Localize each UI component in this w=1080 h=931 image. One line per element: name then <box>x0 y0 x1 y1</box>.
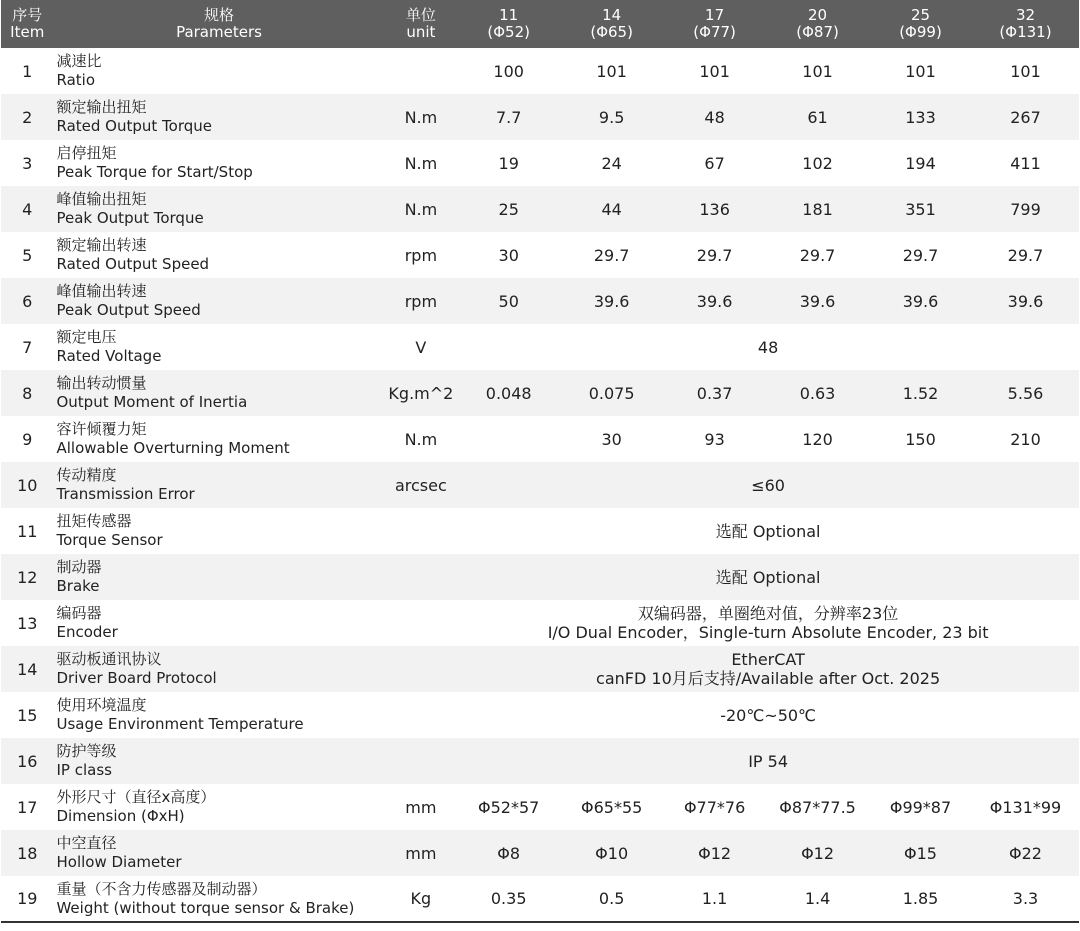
unit-cell <box>385 48 458 94</box>
spanning-value-cell <box>457 738 1079 784</box>
value-cell: 39.6 <box>696 291 733 311</box>
header-model-size: 14 <box>602 6 622 24</box>
value-cell: Φ15 <box>904 843 937 863</box>
unit-cell <box>385 738 458 784</box>
item-number: 4 <box>22 199 33 219</box>
header-parameters-en: Parameters <box>176 23 262 41</box>
value-cell: Φ12 <box>698 843 732 863</box>
value-cell: Φ65*55 <box>580 797 643 817</box>
header-model-diameter: (Φ131) <box>999 23 1052 41</box>
value-cell: 25 <box>498 199 519 219</box>
value-cell: 101 <box>699 61 730 81</box>
spanning-value-cell <box>457 692 1079 738</box>
parameter-name-zh: 启停扭矩 <box>56 144 117 162</box>
header-model-20 <box>766 0 869 48</box>
header-unit-en: unit <box>406 23 436 41</box>
value-cell: 1.52 <box>902 383 939 403</box>
parameter-cell <box>53 232 384 278</box>
item-number: 7 <box>22 337 33 357</box>
table-row <box>1 508 1079 554</box>
header-model-diameter: (Φ99) <box>899 23 942 41</box>
table-row <box>1 48 1079 94</box>
value-cell: 39.6 <box>1007 291 1044 311</box>
header-model-11 <box>457 0 560 48</box>
value-cell: 0.35 <box>490 889 527 908</box>
parameter-name-en: Ratio <box>56 71 95 89</box>
header-model-25 <box>869 0 972 48</box>
parameter-name-en: Peak Output Torque <box>56 209 204 227</box>
header-model-32 <box>972 0 1079 48</box>
spec-table <box>1 0 1079 923</box>
value-cell: Φ10 <box>595 843 629 863</box>
table-row <box>1 784 1079 830</box>
table-row <box>1 830 1079 876</box>
header-model-size: 32 <box>1015 6 1036 24</box>
spanning-value-line: -20℃~50℃ <box>720 705 817 725</box>
parameter-name-zh: 编码器 <box>56 604 102 622</box>
header-model-diameter: (Φ87) <box>796 23 839 41</box>
value-cell: 3.3 <box>1012 889 1039 908</box>
header-model-diameter: (Φ65) <box>590 23 633 41</box>
header-row <box>1 0 1079 48</box>
value-cell: 39.6 <box>902 291 939 311</box>
value-cell: Φ12 <box>801 843 835 863</box>
unit-cell: Kg <box>410 889 432 908</box>
parameter-name-en: Driver Board Protocol <box>56 669 217 687</box>
unit-cell: rpm <box>404 291 438 311</box>
parameter-name-zh: 防护等级 <box>56 742 117 760</box>
table-row <box>1 692 1079 738</box>
value-cell: 1.1 <box>701 889 728 908</box>
value-cell: 1.4 <box>804 889 831 908</box>
value-cell: 351 <box>905 199 936 219</box>
parameter-cell <box>53 416 384 462</box>
parameter-cell <box>53 94 384 140</box>
item-number: 3 <box>22 153 33 173</box>
value-cell: Φ99*87 <box>889 797 952 817</box>
header-model-diameter: (Φ77) <box>693 23 736 41</box>
table-row <box>1 278 1079 324</box>
parameter-name-zh: 重量（不含力传感器及制动器） <box>56 879 267 898</box>
unit-cell: arcsec <box>394 475 447 495</box>
value-cell: 0.048 <box>485 383 532 403</box>
value-cell: 67 <box>704 153 725 173</box>
value-cell: 1.85 <box>902 889 939 908</box>
value-cell: 133 <box>905 107 936 127</box>
header-model-diameter: (Φ52) <box>487 23 530 41</box>
unit-cell: rpm <box>404 245 438 265</box>
item-number: 18 <box>17 843 38 863</box>
unit-cell: V <box>415 337 427 357</box>
item-number: 2 <box>22 107 33 127</box>
value-cell: 0.37 <box>696 383 733 403</box>
header-model-17 <box>663 0 766 48</box>
value-cell <box>457 416 560 462</box>
value-cell: 61 <box>807 107 828 127</box>
table-row <box>1 416 1079 462</box>
value-cell: 101 <box>802 61 833 81</box>
unit-cell <box>385 600 458 646</box>
header-parameters-zh: 规格 <box>204 6 235 24</box>
parameter-cell <box>53 646 384 692</box>
item-number: 16 <box>17 751 38 771</box>
header-model-size: 11 <box>499 6 519 24</box>
unit-cell: Kg.m^2 <box>388 383 454 403</box>
header-item <box>1 0 53 48</box>
table-row <box>1 462 1079 508</box>
table-body <box>1 48 1079 922</box>
item-number: 10 <box>17 475 38 495</box>
parameter-name-en: Allowable Overturning Moment <box>56 439 290 457</box>
value-cell: Φ52*57 <box>478 797 540 817</box>
unit-cell: N.m <box>404 429 438 449</box>
parameter-cell <box>53 784 384 830</box>
table-row <box>1 876 1079 922</box>
header-parameters <box>53 0 384 48</box>
value-cell: 29.7 <box>902 245 939 265</box>
value-cell: 30 <box>498 245 519 265</box>
value-cell: Φ131*99 <box>989 797 1062 817</box>
parameter-name-zh: 制动器 <box>56 558 102 576</box>
value-cell: 0.63 <box>799 383 836 403</box>
item-number: 5 <box>22 245 33 265</box>
value-cell: Φ87*77.5 <box>779 797 856 817</box>
value-cell: 29.7 <box>593 245 630 265</box>
spanning-value-line: 48 <box>757 337 779 357</box>
header-model-size: 25 <box>910 6 931 24</box>
value-cell: 150 <box>905 429 936 449</box>
table-row <box>1 232 1079 278</box>
unit-cell: mm <box>405 843 437 863</box>
value-cell: 24 <box>601 153 622 173</box>
parameter-name-en: Hollow Diameter <box>56 853 182 871</box>
header-model-size: 20 <box>808 6 828 24</box>
parameter-cell <box>53 876 384 922</box>
unit-cell <box>385 508 458 554</box>
parameter-cell <box>53 692 384 738</box>
value-cell: Φ77*76 <box>683 797 746 817</box>
parameter-name-zh: 额定电压 <box>56 328 117 346</box>
table-row <box>1 324 1079 370</box>
item-number: 8 <box>22 383 33 403</box>
value-cell: 136 <box>699 199 730 219</box>
spanning-value-line: canFD 10月后支持/Available after Oct. 2025 <box>596 669 941 688</box>
parameter-name-zh: 中空直径 <box>56 834 117 852</box>
unit-cell <box>385 646 458 692</box>
value-cell: Φ22 <box>1009 843 1042 863</box>
parameter-cell <box>53 600 384 646</box>
parameter-name-zh: 减速比 <box>56 52 102 70</box>
parameter-name-en: Brake <box>56 577 100 595</box>
value-cell: 799 <box>1010 199 1041 219</box>
parameter-cell <box>53 462 384 508</box>
value-cell: 93 <box>704 429 725 449</box>
parameter-name-zh: 驱动板通讯协议 <box>56 650 162 668</box>
spanning-value-line: 选配 Optional <box>715 521 821 541</box>
value-cell: 7.7 <box>495 107 522 127</box>
value-cell: 30 <box>601 429 622 449</box>
value-cell: Φ8 <box>497 843 521 863</box>
parameter-name-en: Peak Output Speed <box>56 301 201 319</box>
parameter-name-zh: 输出转动惯量 <box>56 374 147 392</box>
item-number: 1 <box>22 61 33 81</box>
item-number: 9 <box>22 429 33 449</box>
parameter-cell <box>53 324 384 370</box>
table-row <box>1 738 1079 784</box>
parameter-name-en: Rated Voltage <box>56 347 162 365</box>
spanning-value-cell <box>457 462 1079 508</box>
table-header <box>1 0 1079 48</box>
table-row <box>1 140 1079 186</box>
parameter-name-zh: 峰值输出扭矩 <box>56 190 147 208</box>
value-cell: 9.5 <box>598 107 625 127</box>
value-cell: 48 <box>704 107 725 127</box>
spanning-value-cell <box>457 600 1079 646</box>
table-row <box>1 186 1079 232</box>
parameter-cell <box>53 186 384 232</box>
header-item-zh: 序号 <box>12 6 43 24</box>
value-cell: 100 <box>493 61 524 81</box>
value-cell: 0.5 <box>598 889 625 908</box>
spanning-value-line: 双编码器，单圈绝对值，分辨率23位 <box>637 604 899 623</box>
parameter-name-en: Peak Torque for Start/Stop <box>56 163 253 181</box>
unit-cell: N.m <box>404 153 438 173</box>
value-cell: 102 <box>802 153 833 173</box>
value-cell: 267 <box>1010 107 1041 127</box>
spanning-value-line: 选配 Optional <box>715 567 821 587</box>
value-cell: 44 <box>601 199 622 219</box>
spanning-value-cell <box>457 324 1079 370</box>
value-cell: 50 <box>498 291 519 311</box>
parameter-name-en: Transmission Error <box>56 485 195 503</box>
parameter-name-zh: 额定输出扭矩 <box>56 98 147 116</box>
parameter-name-zh: 容许倾覆力矩 <box>56 420 147 438</box>
parameter-cell <box>53 738 384 784</box>
spanning-value-cell <box>457 554 1079 600</box>
unit-cell: mm <box>405 797 437 817</box>
parameter-name-zh: 峰值输出转速 <box>56 282 147 300</box>
value-cell: 29.7 <box>1007 245 1044 265</box>
parameter-name-en: Output Moment of Inertia <box>56 393 248 411</box>
parameter-name-en: Dimension (ΦxH) <box>56 807 185 825</box>
parameter-name-en: Usage Environment Temperature <box>56 715 304 733</box>
parameter-name-zh: 传动精度 <box>56 466 117 484</box>
parameter-cell <box>53 48 384 94</box>
item-number: 14 <box>17 659 38 679</box>
value-cell: 411 <box>1010 153 1041 173</box>
spanning-value-line: EtherCAT <box>731 650 805 669</box>
value-cell: 120 <box>802 429 833 449</box>
parameter-cell <box>53 830 384 876</box>
table-row <box>1 370 1079 416</box>
item-number: 11 <box>17 521 38 541</box>
value-cell: 181 <box>802 199 833 219</box>
unit-cell: N.m <box>404 107 438 127</box>
unit-cell <box>385 554 458 600</box>
value-cell: 5.56 <box>1007 383 1044 403</box>
value-cell: 29.7 <box>799 245 836 265</box>
spanning-value-cell <box>457 508 1079 554</box>
spanning-value-cell <box>457 646 1079 692</box>
parameter-name-en: Rated Output Torque <box>56 117 212 135</box>
parameter-name-zh: 外形尺寸（直径x高度） <box>56 788 216 806</box>
value-cell: 39.6 <box>799 291 836 311</box>
table-row <box>1 94 1079 140</box>
value-cell: 101 <box>905 61 936 81</box>
item-number: 6 <box>22 291 33 311</box>
table-row <box>1 646 1079 692</box>
parameter-name-en: Rated Output Speed <box>56 255 210 273</box>
parameter-name-zh: 扭矩传感器 <box>56 512 132 530</box>
header-model-14 <box>560 0 663 48</box>
value-cell: 210 <box>1010 429 1041 449</box>
header-model-size: 17 <box>705 6 725 24</box>
value-cell: 39.6 <box>593 291 630 311</box>
value-cell: 194 <box>905 153 936 173</box>
parameter-name-en: Encoder <box>56 623 118 641</box>
item-number: 19 <box>17 889 38 908</box>
parameter-cell <box>53 554 384 600</box>
unit-cell <box>385 692 458 738</box>
parameter-name-en: Torque Sensor <box>56 531 163 549</box>
table-row <box>1 554 1079 600</box>
spanning-value-line: I/O Dual Encoder，Single-turn Absolute Encoder, 23 bit <box>547 623 989 642</box>
value-cell: 101 <box>1010 61 1041 81</box>
value-cell: 29.7 <box>696 245 733 265</box>
item-number: 12 <box>17 567 38 587</box>
header-unit-zh: 单位 <box>405 6 436 24</box>
value-cell: 0.075 <box>588 383 635 403</box>
item-number: 15 <box>17 705 38 725</box>
parameter-name-zh: 额定输出转速 <box>56 236 147 254</box>
parameter-cell <box>53 508 384 554</box>
parameter-name-en: IP class <box>56 761 112 779</box>
parameter-name-en: Weight (without torque sensor & Brake) <box>56 898 355 917</box>
parameter-cell <box>53 278 384 324</box>
value-cell: 19 <box>498 153 519 173</box>
header-unit <box>385 0 458 48</box>
parameter-cell <box>53 370 384 416</box>
parameter-cell <box>53 140 384 186</box>
item-number: 13 <box>17 613 38 633</box>
item-number: 17 <box>17 797 38 817</box>
header-item-en: Item <box>10 23 45 41</box>
parameter-name-zh: 使用环境温度 <box>56 696 147 714</box>
spanning-value-line: ≤60 <box>751 475 785 495</box>
value-cell: 101 <box>596 61 627 81</box>
table-row <box>1 600 1079 646</box>
unit-cell: N.m <box>404 199 438 219</box>
spanning-value-line: IP 54 <box>748 751 789 771</box>
